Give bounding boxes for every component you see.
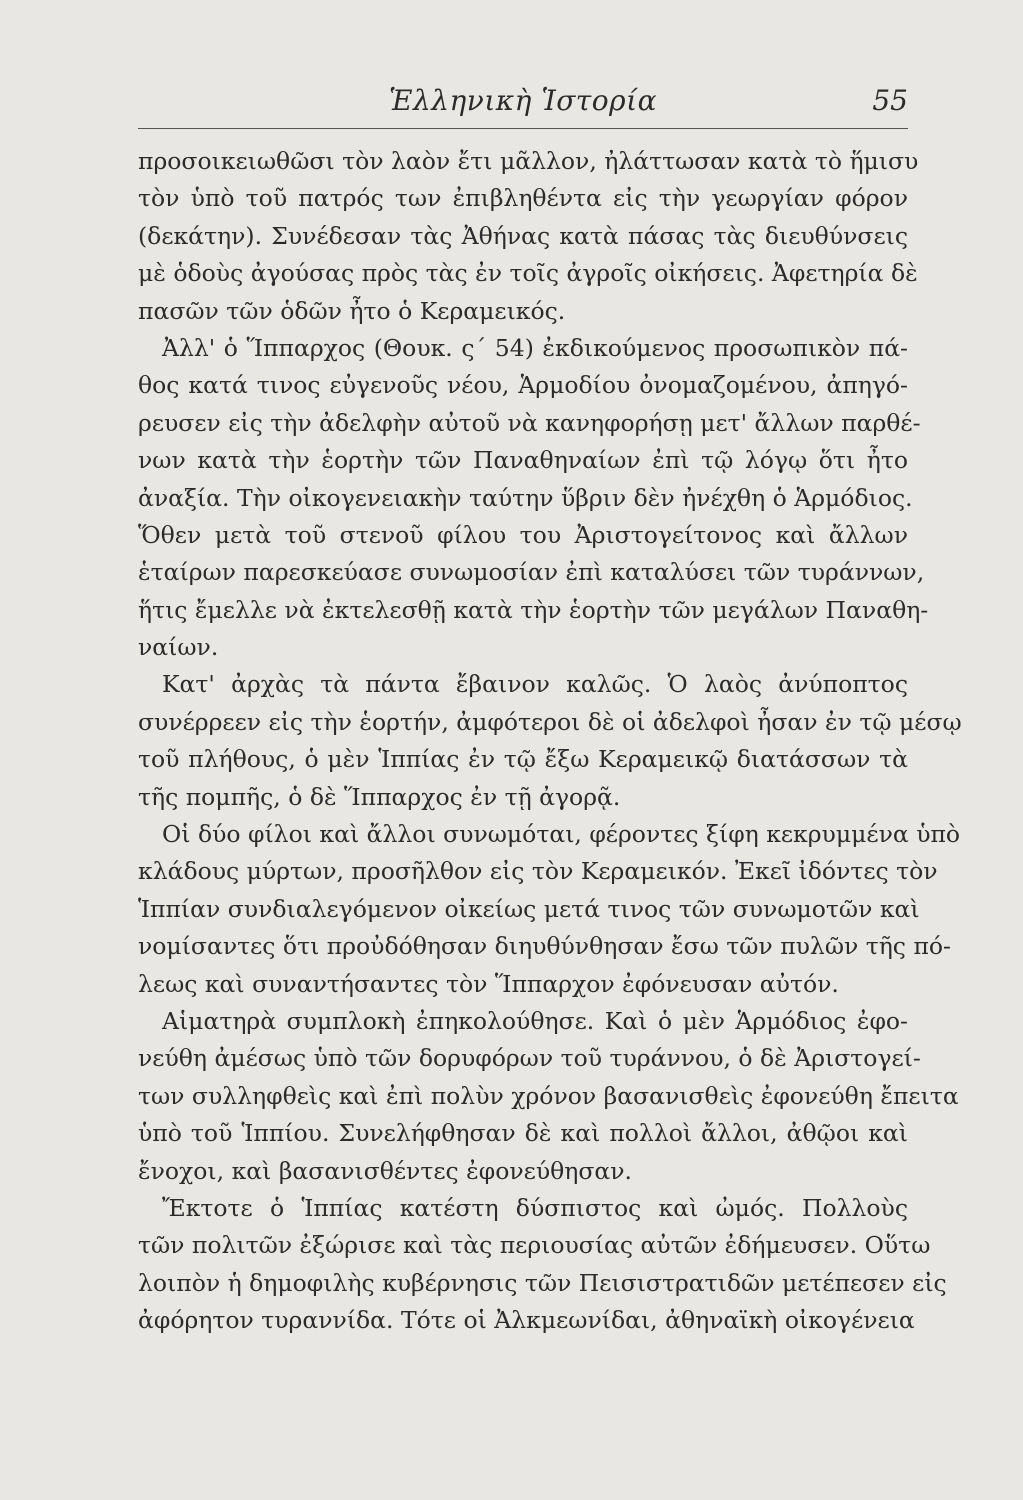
- text-line: Ἀλλ' ὁ Ἵππαρχος (Θουκ. ς´ 54) ἐκδικούμενος προσωπικὸν πά-: [162, 333, 908, 362]
- text-line: ἔνοχοι, καὶ βασανισθέντες ἐφονεύθησαν.: [138, 1156, 633, 1185]
- running-header: [138, 84, 908, 124]
- text-line: (δεκάτην). Συνέδεσαν τὰς Ἀθήνας κατὰ πάσας τὰς διευθύνσεις: [138, 221, 908, 250]
- text-line: νων κατὰ τὴν ἑορτὴν τῶν Παναθηναίων ἐπὶ τῷ λόγῳ ὅτι ἦτο: [138, 446, 908, 475]
- running-title: Ἑλληνικὴ Ἱστορία: [388, 84, 657, 117]
- text-line: λοιπὸν ἡ δημοφιλὴς κυβέρνησις τῶν Πεισιστρατιδῶν μετέπεσεν εἰς: [138, 1268, 947, 1297]
- text-line: Ἔκτοτε ὁ Ἱππίας κατέστη δύσπιστος καὶ ὠμός. Πολλοὺς: [162, 1193, 908, 1222]
- text-line: τὸν ὑπὸ τοῦ πατρός των ἐπιβληθέντα εἰς τὴν γεωργίαν φόρον: [138, 184, 908, 213]
- text-line: των συλληφθεὶς καὶ ἐπὶ πολὺν χρόνον βασανισθεὶς ἐφονεύθη ἔπειτα: [138, 1081, 959, 1110]
- text-line: ἑταίρων παρεσκεύασε συνωμοσίαν ἐπὶ καταλύσει τῶν τυράννων,: [138, 558, 925, 587]
- text-line: θος κατά τινος εὐγενοῦς νέου, Ἁρμοδίου ὀνομαζομένου, ἀπηγό-: [138, 371, 908, 400]
- text-line: λεως καὶ συναντήσαντες τὸν Ἵππαρχον ἐφόνευσαν αὐτόν.: [138, 969, 839, 998]
- text-line: Ὅθεν μετὰ τοῦ στενοῦ φίλου του Ἀριστογείτονος καὶ ἄλλων: [138, 520, 908, 549]
- text-line: τῆς πομπῆς, ὁ δὲ Ἵππαρχος ἐν τῇ ἀγορᾷ.: [138, 782, 621, 811]
- body-text: [138, 143, 962, 1340]
- text-line: ρευσεν εἰς τὴν ἀδελφὴν αὐτοῦ νὰ κανηφορήσῃ μετ' ἄλλων παρθέ-: [138, 408, 921, 437]
- text-line: νομίσαντες ὅτι προὐδόθησαν διηυθύνθησαν ἔσω τῶν πυλῶν τῆς πό-: [138, 932, 951, 961]
- text-line: κλάδους μύρτων, προσῆλθον εἰς τὸν Κεραμεικόν. Ἐκεῖ ἰδόντες τὸν: [138, 857, 938, 886]
- text-line: ναίων.: [138, 633, 219, 662]
- text-line: Οἱ δύο φίλοι καὶ ἄλλοι συνωμόται, φέροντες ξίφη κεκρυμμένα ὑπὸ: [162, 820, 961, 849]
- text-line: προσοικειωθῶσι τὸν λαὸν ἔτι μᾶλλον, ἠλάττωσαν κατὰ τὸ ἥμισυ: [138, 147, 919, 175]
- text-line: μὲ ὁδοὺς ἀγούσας πρὸς τὰς ἐν τοῖς ἀγροῖς οἰκήσεις. Ἀφετηρία δὲ: [138, 259, 918, 288]
- text-line: Ἱππίαν συνδιαλεγόμενον οἰκείως μετά τινος τῶν συνωμοτῶν καὶ: [138, 894, 920, 923]
- header-rule: [138, 128, 908, 129]
- text-line: ὑπὸ τοῦ Ἱππίου. Συνελήφθησαν δὲ καὶ πολλοὶ ἄλλοι, ἀθῷοι καὶ: [138, 1119, 908, 1148]
- text-line: πασῶν τῶν ὁδῶν ἦτο ὁ Κεραμεικός.: [138, 296, 566, 325]
- text-line: ἥτις ἔμελλε νὰ ἐκτελεσθῇ κατὰ τὴν ἑορτὴν τῶν μεγάλων Παναθη-: [138, 595, 929, 624]
- text-line: τῶν πολιτῶν ἐξώρισε καὶ τὰς περιουσίας αὐτῶν ἐδήμευσεν. Οὕτω: [138, 1231, 931, 1260]
- text-line: συνέρρεεν εἰς τὴν ἑορτήν, ἀμφότεροι δὲ οἱ ἀδελφοὶ ἦσαν ἐν τῷ μέσῳ: [138, 707, 962, 736]
- text-line: τοῦ πλήθους, ὁ μὲν Ἱππίας ἐν τῷ ἔξω Κεραμεικῷ διατάσσων τὰ: [138, 745, 908, 774]
- text-line: Κατ' ἀρχὰς τὰ πάντα ἔβαινον καλῶς. Ὁ λαὸς ἀνύποπτος: [162, 670, 908, 699]
- page-number: 55: [872, 84, 908, 117]
- text-line: Αἱματηρὰ συμπλοκὴ ἐπηκολούθησε. Καὶ ὁ μὲν Ἁρμόδιος ἐφο-: [162, 1006, 908, 1035]
- text-line: νεύθη ἀμέσως ὑπὸ τῶν δορυφόρων τοῦ τυράννου, ὁ δὲ Ἀριστογεί-: [138, 1044, 921, 1073]
- text-line: ἀναξία. Τὴν οἰκογενειακὴν ταύτην ὕβριν δὲν ἠνέχθη ὁ Ἁρμόδιος.: [138, 483, 913, 512]
- text-line: ἀφόρητον τυραννίδα. Τότε οἱ Ἀλκμεωνίδαι, ἀθηναϊκὴ οἰκογένεια: [138, 1306, 915, 1335]
